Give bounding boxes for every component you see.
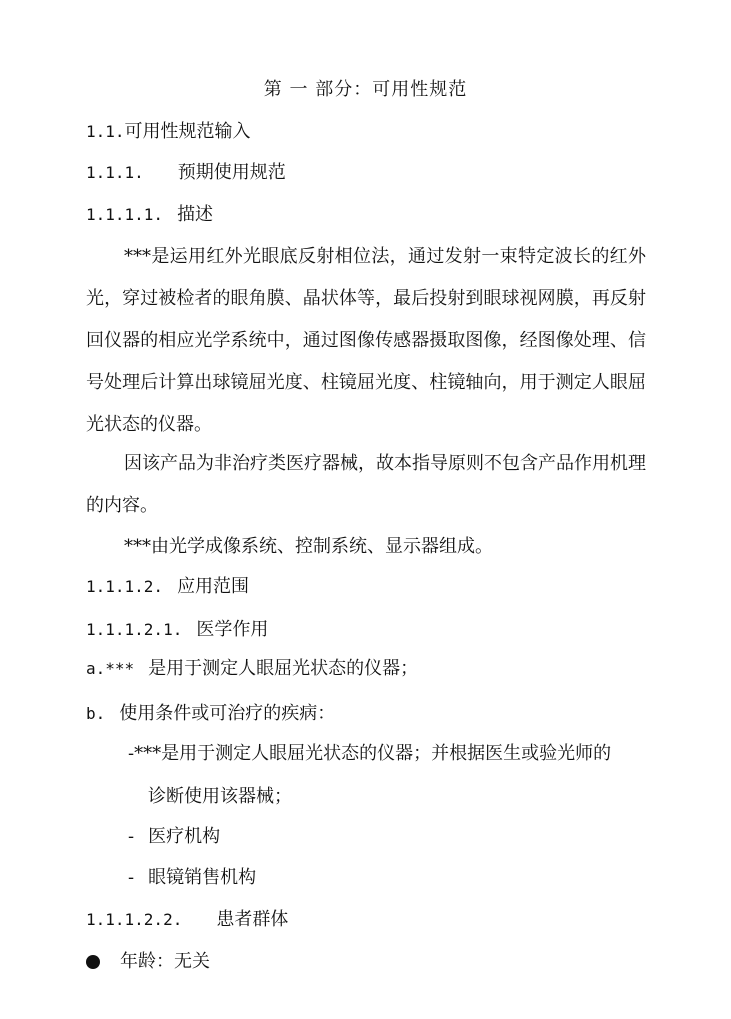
bullet-item-age: 年龄：无关 (120, 951, 210, 972)
bullet-dot-icon (86, 955, 100, 969)
dash-marker: - (128, 867, 135, 888)
section-number: 1.1.1.2.1. (86, 620, 183, 639)
paragraph-mechanism: 因该产品为非治疗类医疗器械，故本指导原则不包含产品作用机理的内容。 (86, 453, 646, 516)
section-number: 1.1.1.2. (86, 577, 164, 596)
list-item-a (86, 657, 418, 681)
section-heading: 患者群体 (216, 909, 289, 930)
list-item-text: 使用条件或可治疗的疾病： (119, 703, 336, 724)
section-1-1-1-2 (86, 575, 249, 599)
section-number: 1.1.1.1. (86, 205, 164, 224)
section-number: 1.1.1.2.2. (86, 910, 183, 929)
list-marker: b. (86, 704, 106, 723)
section-1-1-1-2-1 (86, 618, 268, 642)
list-item-b (86, 702, 335, 726)
sub-item-medical-institution (128, 825, 220, 849)
sub-item-1-line-2: 诊断使用该器械； (148, 786, 292, 807)
page-title: 第 一 部分：可用性规范 (263, 79, 468, 100)
section-1-1-1 (86, 161, 286, 185)
section-heading: 预期使用规范 (177, 162, 286, 183)
dash-marker: - (128, 826, 135, 847)
list-item-text: 是用于测定人眼屈光状态的仪器； (148, 658, 419, 679)
section-1-1-1-1 (86, 203, 213, 227)
list-marker: a.*** (86, 659, 135, 678)
section-heading: 可用性规范输入 (124, 121, 251, 142)
section-heading: 医学作用 (196, 619, 269, 640)
sub-item-text: 眼镜销售机构 (148, 867, 257, 888)
sub-item-optical-store (128, 866, 256, 890)
sub-item-text: 医疗机构 (148, 826, 221, 847)
paragraph-description: ***是运用红外光眼底反射相位法，通过发射一束特定波长的红外光，穿过被检者的眼角膜、晶状体等，最后投射到眼球视网膜，再反射回仪器的相应光学系统中，通过图像传感器摄取图像，经图像处理、信号处理后计算出球镜屈光度、柱镜屈光度、柱镜轴向，用于测定人眼屈光状态的仪器。 (86, 246, 646, 435)
section-number: 1.1.1. (86, 163, 144, 182)
section-heading: 应用范围 (177, 576, 250, 597)
section-heading: 描述 (177, 204, 214, 225)
paragraph-composition: ***由光学成像系统、控制系统、显示器组成。 (124, 536, 493, 557)
section-1-1 (86, 120, 251, 144)
section-number: 1.1. (86, 122, 125, 141)
sub-item-1-line-1: -***是用于测定人眼屈光状态的仪器；并根据医生或验光师的 (128, 743, 612, 764)
section-1-1-1-2-2 (86, 908, 288, 932)
